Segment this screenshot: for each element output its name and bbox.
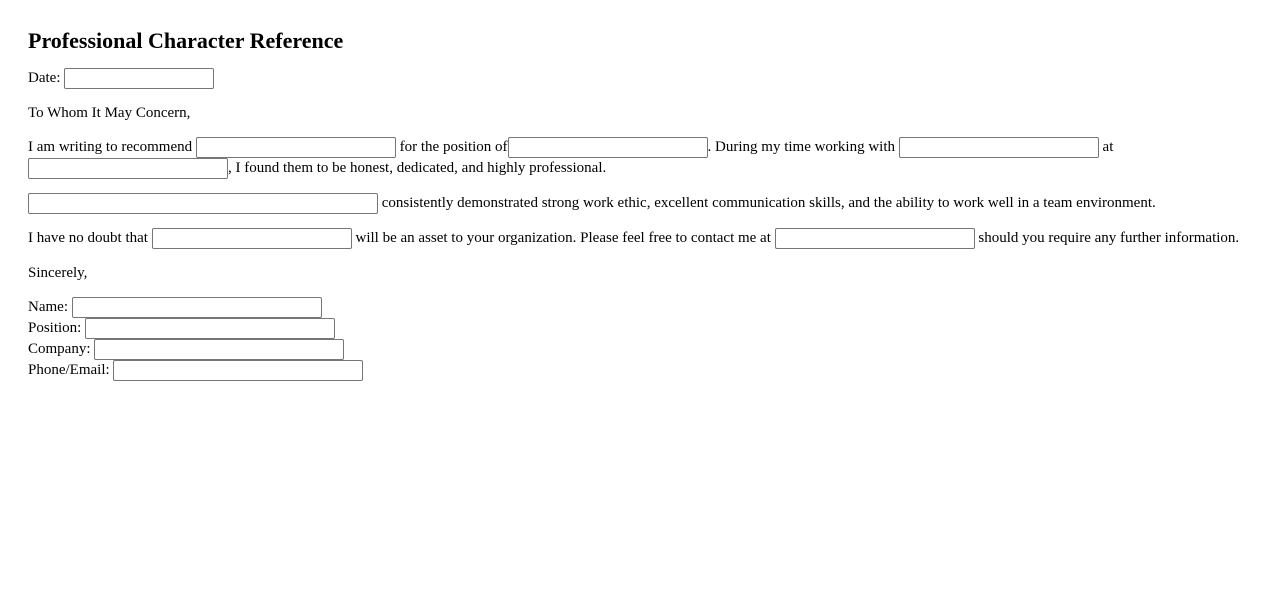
signer-contact-field[interactable] bbox=[113, 360, 363, 381]
contact-label: Phone/Email: bbox=[28, 362, 110, 379]
para3-text-2: will be an asset to your organization. Please feel free to contact me at bbox=[355, 230, 771, 247]
signer-position-field[interactable] bbox=[85, 318, 335, 339]
name-label: Name: bbox=[28, 299, 68, 316]
company-label: Company: bbox=[28, 341, 91, 358]
closing: Sincerely, bbox=[28, 265, 88, 282]
position-label: Position: bbox=[28, 320, 82, 337]
salutation: To Whom It May Concern, bbox=[28, 105, 191, 122]
candidate-name-field-3[interactable] bbox=[152, 228, 352, 249]
para1-text-5: , I found them to be honest, dedicated, and highly professional. bbox=[228, 160, 607, 177]
organization-field[interactable] bbox=[28, 158, 228, 179]
para3-text-3: should you require any further information. bbox=[978, 230, 1240, 247]
date-line bbox=[28, 68, 1250, 89]
contact-info-field[interactable] bbox=[775, 228, 975, 249]
paragraph-recommendation bbox=[28, 137, 1250, 179]
candidate-name-field-2[interactable] bbox=[28, 193, 378, 214]
para1-text-3: . During my time working with bbox=[707, 139, 896, 156]
para1-text-1: I am writing to recommend bbox=[28, 139, 193, 156]
para1-text-4: at bbox=[1102, 139, 1114, 156]
paragraph-qualities bbox=[28, 193, 1250, 214]
date-label: Date: bbox=[28, 70, 61, 86]
relationship-field[interactable] bbox=[899, 137, 1099, 158]
date-field[interactable] bbox=[64, 68, 214, 89]
signature-contact-row bbox=[28, 360, 1250, 381]
para1-text-2: for the position of bbox=[399, 139, 508, 156]
signature-block bbox=[28, 297, 1250, 381]
signer-company-field[interactable] bbox=[94, 339, 344, 360]
para2-text-1: consistently demonstrated strong work ethic, excellent communication skills, and the ability to work well in a team environment. bbox=[381, 195, 1156, 212]
signature-position-row bbox=[28, 318, 1250, 339]
para3-text-1: I have no doubt that bbox=[28, 230, 148, 247]
signer-name-field[interactable] bbox=[72, 297, 322, 318]
paragraph-endorsement bbox=[28, 228, 1250, 249]
page-title: Professional Character Reference bbox=[28, 28, 344, 53]
signature-name-row bbox=[28, 297, 1250, 318]
signature-company-row bbox=[28, 339, 1250, 360]
position-field[interactable] bbox=[508, 137, 708, 158]
candidate-name-field[interactable] bbox=[196, 137, 396, 158]
